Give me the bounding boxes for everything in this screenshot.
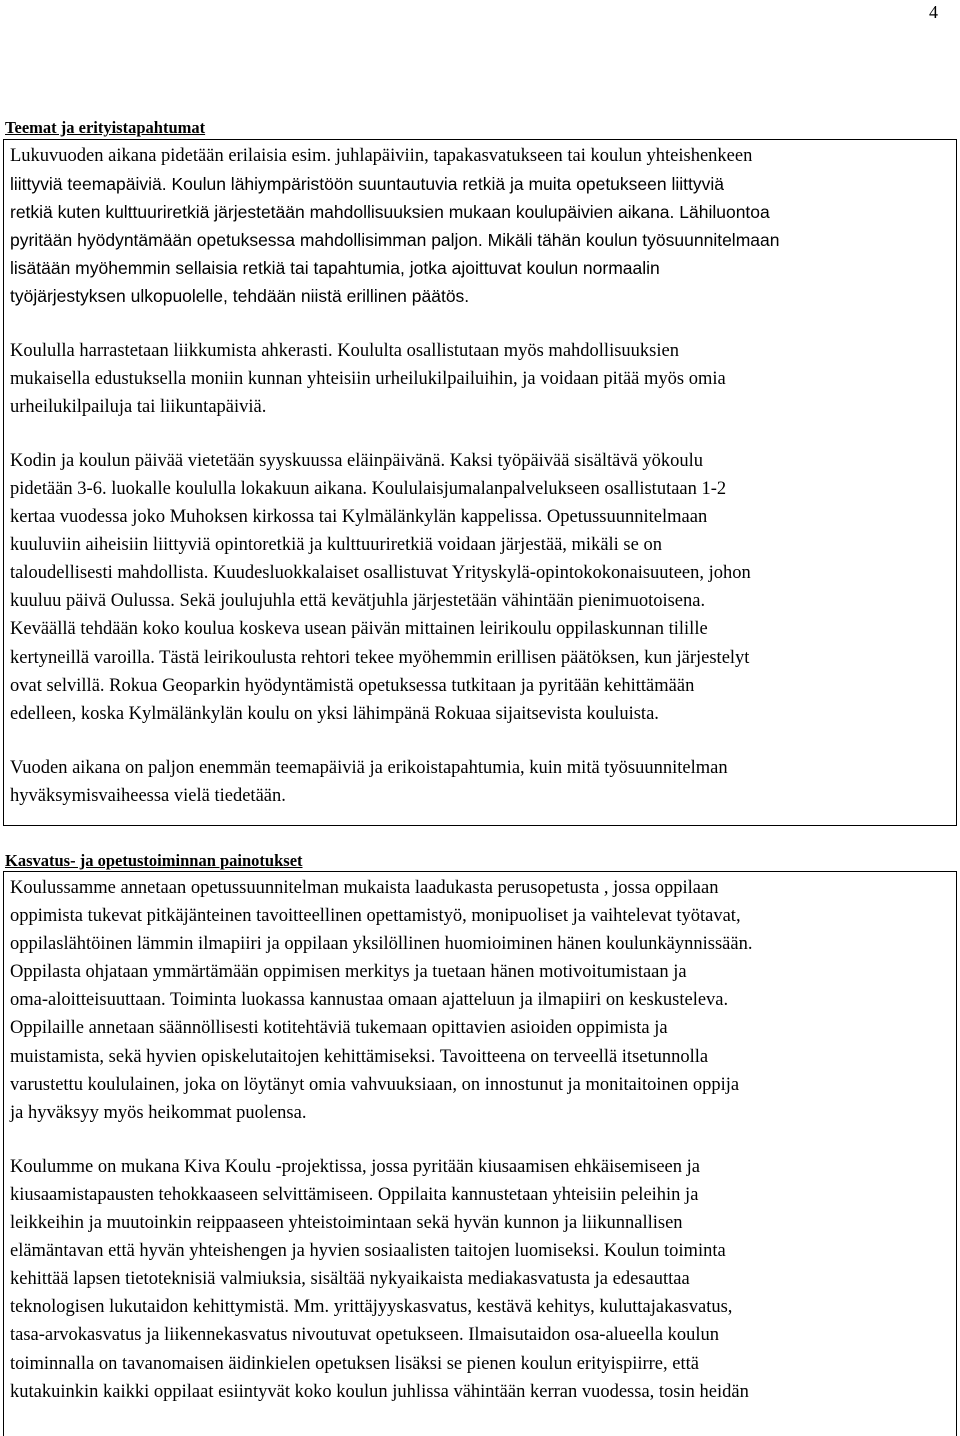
section-heading-themes: Teemat ja erityistapahtumat xyxy=(5,118,206,137)
text-line: Koululla harrastetaan liikkumista ahkerasti. Koululta osallistutaan myös mahdollisuuksien xyxy=(10,340,679,361)
text-line: oppimista tukevat pitkäjänteinen tavoitteellinen opettamistyö, monipuoliset ja vaihtelevat työtavat, xyxy=(10,906,741,927)
text-line: ja hyväksyy myös heikommat puolensa. xyxy=(10,1102,307,1123)
text-line: taloudellisesti mahdollista. Kuudesluokkalaiset osallistuvat Yrityskylä-opintokokonaisuuteen, johon xyxy=(10,563,751,584)
paragraph xyxy=(10,447,950,728)
text-line: pyritään hyödyntämään opetuksessa mahdollisimman paljon. Mikäli tähän koulun työsuunnitelmaan xyxy=(10,230,780,251)
text-line: elämäntavan että hyvän yhteishengen ja hyvien sosiaalisten taitojen luomiseksi. Koulun toiminta xyxy=(10,1241,726,1262)
text-line: kehittää lapsen tietoteknisiä valmiuksia, sisältää nykyaikaista mediakasvatusta ja edesauttaa xyxy=(10,1269,690,1290)
page-number: 4 xyxy=(929,2,938,22)
text-line: kiusaamistapausten tehokkaaseen selvittämiseen. Oppilaita kannustetaan yhteisiin peleihin ja xyxy=(10,1184,699,1205)
text-line: varustettu koululainen, joka on löytänyt omia vahvuuksiaan, on innostunut ja monitaitoinen oppija xyxy=(10,1074,740,1095)
paragraph xyxy=(10,754,950,810)
paragraph xyxy=(10,337,950,421)
text-line: pidetään 3-6. luokalle koululla lokakuun aikana. Koululaisjumalanpalvelukseen osallistutaan 1-2 xyxy=(10,478,727,499)
text-line: lisätään myöhemmin sellaisia retkiä tai tapahtumia, jotka ajoittuvat koulun normaalin xyxy=(10,258,660,279)
text-line: Lukuvuoden aikana pidetään erilaisia esim. juhlapäiviin, tapakasvatukseen tai koulun yhteishenkeen xyxy=(10,146,753,166)
text-line: urheilukilpailuja tai liikuntapäiviä. xyxy=(10,396,267,417)
section-box-education-focus xyxy=(3,871,957,1436)
text-line: leikkeihin ja muutoinkin reippaaseen yhteistoimintaan sekä hyvän kunnon ja liikunnallisen xyxy=(10,1213,683,1234)
text-line: Koulumme on mukana Kiva Koulu -projektissa, jossa pyritään kiusaamisen ehkäisemiseen ja xyxy=(10,1156,700,1177)
text-line: liittyviä teemapäiviä. Koulun lähiympäristöön suuntautuvia retkiä ja muita opetukseen liittyviä xyxy=(10,174,724,195)
text-line: kertaa vuodessa joko Muhoksen kirkossa tai Kylmälänkylän kappelissa. Opetussuunnitelmaan xyxy=(10,507,708,528)
paragraph xyxy=(10,142,950,311)
text-line: kuuluu päivä Oulussa. Sekä joulujuhla että kevätjuhla järjestetään vähintään pienimuotoisena. xyxy=(10,591,706,612)
paragraph xyxy=(10,1153,950,1406)
text-line: edelleen, koska Kylmälänkylän koulu on yksi lähimpänä Rokuaa sijaitsevista kouluista. xyxy=(10,703,659,724)
text-line: Kodin ja koulun päivää vietetään syyskuussa eläinpäivänä. Kaksi työpäivää sisältävä yökoulu xyxy=(10,450,704,471)
section-box-themes xyxy=(3,139,957,826)
text-line: kutakuinkin kaikki oppilaat esiintyvät koko koulun juhlissa vähintään kerran vuodessa, tosin heidän xyxy=(10,1381,749,1402)
text-line: teknologisen lukutaidon kehittymistä. Mm. yrittäjyyskasvatus, kestävä kehitys, kuluttajakasvatus, xyxy=(10,1297,733,1318)
text-line: Vuoden aikana on paljon enemmän teemapäiviä ja erikoistapahtumia, kuin mitä työsuunnitelman xyxy=(10,757,728,778)
text-line: hyväksymisvaiheessa vielä tiedetään. xyxy=(10,785,286,806)
text-line: tasa-arvokasvatus ja liikennekasvatus nivoutuvat opetukseen. Ilmaisutaidon osa-alueella koulun xyxy=(10,1325,719,1346)
paragraph xyxy=(10,874,950,1127)
text-line: oma-aloitteisuuttaan. Toiminta luokassa kannustaa omaan ajatteluun ja ilmapiiri on keskusteleva. xyxy=(10,990,729,1011)
text-line: kertyneillä varoilla. Tästä leirikoulusta rehtori tekee myöhemmin erillisen päätöksen, kun järjestelyt xyxy=(10,647,750,668)
text-line: retkiä kuten kulttuuriretkiä järjestetään mahdollisuuksien mukaan koulupäivien aikana. Lähiluontoa xyxy=(10,202,770,223)
text-line: oppilaslähtöinen lämmin ilmapiiri ja oppilaan yksilöllinen huomioiminen hänen koulunkäynnissään. xyxy=(10,934,753,955)
text-line: ovat selvillä. Rokua Geoparkin hyödyntämistä opetuksessa tutkitaan ja pyritään kehittämään xyxy=(10,675,695,696)
text-line: kuuluviin aiheisiin liittyviä opintoretkiä ja kulttuuriretkiä voidaan järjestää, mikäli se on xyxy=(10,535,662,556)
text-line: toiminnalla on tavanomaisen äidinkielen opetuksen lisäksi se pienen koulun erityispiirre, että xyxy=(10,1353,699,1374)
section-heading-education-focus: Kasvatus- ja opetustoiminnan painotukset xyxy=(5,851,303,870)
text-line: Oppilaille annetaan säännöllisesti kotitehtäviä tukemaan opittavien asioiden oppimista ja xyxy=(10,1018,668,1039)
text-line: Koulussamme annetaan opetussuunnitelman mukaista laadukasta perusopetusta , jossa oppilaan xyxy=(10,878,719,898)
text-line: Oppilasta ohjataan ymmärtämään oppimisen merkitys ja tuetaan hänen motivoitumistaan ja xyxy=(10,962,687,983)
text-line: Keväällä tehdään koko koulua koskeva usean päivän mittainen leirikoulu oppilaskunnan tilille xyxy=(10,619,708,640)
text-line: mukaisella edustuksella moniin kunnan yhteisiin urheilukilpailuihin, ja voidaan pitää myös omia xyxy=(10,368,726,389)
text-line: muistamista, sekä hyvien opiskelutaitojen kehittämiseksi. Tavoitteena on terveellä itsetunnolla xyxy=(10,1046,709,1067)
text-line: työjärjestyksen ulkopuolelle, tehdään niistä erillinen päätös. xyxy=(10,286,470,307)
